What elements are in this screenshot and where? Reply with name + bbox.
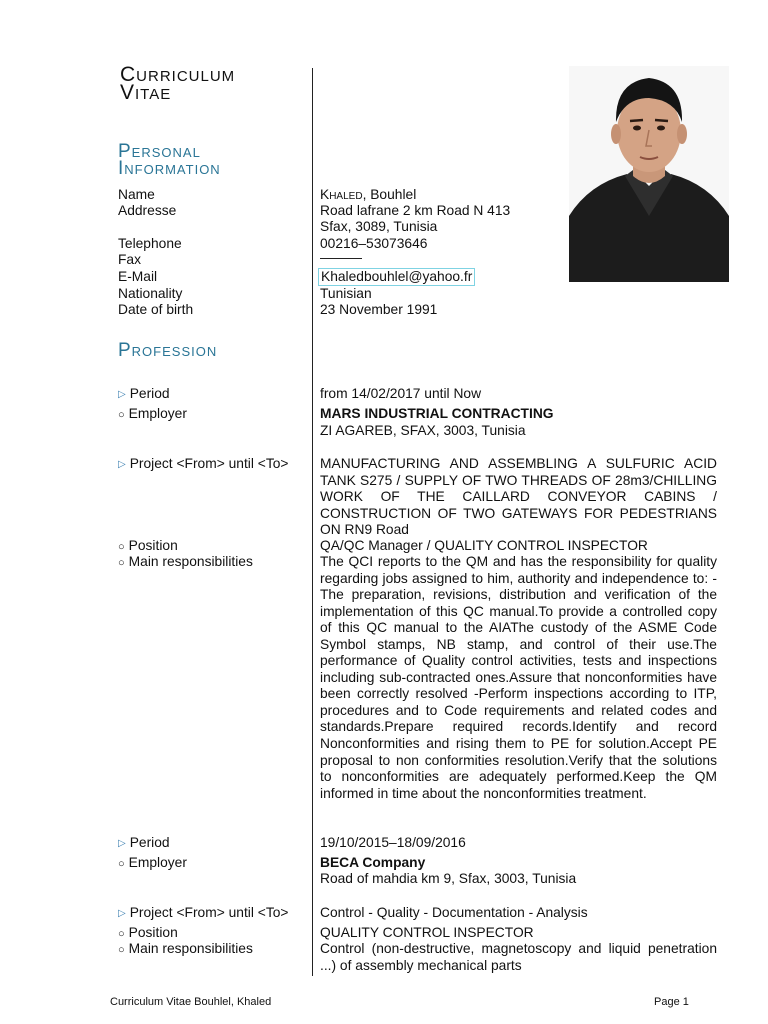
triangle-right-icon: ▷: [118, 389, 126, 400]
nationality-value: Tunisian: [320, 286, 372, 301]
job2-position: QUALITY CONTROL INSPECTOR: [320, 925, 534, 940]
circle-icon: ○: [118, 858, 125, 870]
job1-period: from 14/02/2017 until Now: [320, 386, 482, 401]
circle-icon: ○: [118, 541, 125, 553]
address-line2: Sfax, 3089, Tunisia: [320, 219, 438, 234]
job2-project: Control - Quality - Documentation - Analysis: [320, 905, 588, 920]
name-value: [320, 187, 416, 204]
circle-icon: ○: [118, 944, 125, 956]
profile-photo: [569, 66, 729, 282]
job2-employer-label: ○ Employer: [118, 855, 187, 870]
triangle-right-icon: ▷: [118, 838, 126, 849]
job1-employer-address: ZI AGAREB, SFAX, 3003, Tunisia: [320, 423, 526, 438]
cv-title-line1: Curriculum: [120, 63, 236, 86]
circle-icon: ○: [118, 928, 125, 940]
name-first: , Bouhlel: [362, 187, 417, 202]
job1-position: QA/QC Manager / QUALITY CONTROL INSPECTOR: [320, 538, 648, 553]
triangle-right-icon: ▷: [118, 908, 126, 919]
job2-position-label: ○ Position: [118, 925, 178, 940]
job1-employer-name: MARS INDUSTRIAL CONTRACTING: [320, 406, 554, 421]
telephone-label: Telephone: [118, 236, 182, 251]
job1-employer-label: ○ Employer: [118, 406, 187, 421]
dob-label: Date of birth: [118, 302, 194, 317]
circle-icon: ○: [118, 557, 125, 569]
job2-responsibilities-label: ○ Main responsibilities: [118, 941, 253, 956]
fax-label: Fax: [118, 252, 141, 267]
job1-responsibilities: The QCI reports to the QM and has the responsibility for quality regarding jobs assigned to him, authority and independence to: -The preparation, revisions, distribution and verification of the implementation of this QC manual.To provide a controlled copy of this QC manual to the AIAThe custody of the ASME Code Symbol stamps, NB stamp, and control of their use.The performance of Quality control activities, tests and inspections including sub-contracted ones.Assure that nonconformities have been correctly resolved -Perform inspections according to ITP, procedures and to Code requirements and related codes and standards.Prepare required records.Identify and record Nonconformities and rising them to PE for solution.Accept PE proposal to non conformities resolution.Verify that the solutions to nonconformities are adequately performed.Keep the QM informed in time about the nonconformities treatment.: [320, 554, 717, 801]
cv-title: [120, 63, 236, 104]
job2-responsibilities: Control (non-destructive, magnetoscopy and liquid penetration ...) of assembly mechanical parts: [320, 941, 717, 973]
job2-project-label: ▷ Project <From> until <To>: [118, 905, 289, 920]
job1-responsibilities-label: ○ Main responsibilities: [118, 554, 253, 569]
job1-position-label: ○ Position: [118, 538, 178, 553]
job2-period: 19/10/2015–18/09/2016: [320, 835, 466, 850]
footer-name: Curriculum Vitae Bouhlel, Khaled: [110, 996, 272, 1008]
job1-period-label: ▷ Period: [118, 386, 170, 401]
email-link[interactable]: Khaledbouhlel@yahoo.fr: [318, 268, 475, 286]
personal-info-heading: Personal Information: [118, 141, 221, 179]
job2-employer-address: Road of mahdia km 9, Sfax, 3003, Tunisia: [320, 871, 577, 886]
job1-project: MANUFACTURING AND ASSEMBLING A SULFURIC ACID TANK S275 / SUPPLY OF TWO THREADS OF 28m3/CHILLING WORK OF THE CAILLARD CONVEYOR CABINS / CONSTRUCTION OF TWO GATEWAYS FOR PEDESTRIANS ON RN9 Road: [320, 456, 717, 538]
profession-heading: Profession: [118, 340, 218, 361]
circle-icon: ○: [118, 409, 125, 421]
fax-empty-line: [320, 258, 362, 259]
dob-value: 23 November 1991: [320, 302, 438, 317]
page-number: Page 1: [654, 996, 689, 1008]
nationality-label: Nationality: [118, 286, 183, 301]
triangle-right-icon: ▷: [118, 459, 126, 470]
job1-project-label: ▷ Project <From> until <To>: [118, 456, 289, 471]
column-divider: [312, 68, 313, 976]
email-label: E-Mail: [118, 269, 158, 284]
job2-employer-name: BECA Company: [320, 855, 426, 870]
name-last: Khaled: [320, 187, 363, 202]
telephone-value: 00216–53073646: [320, 236, 428, 251]
address-line1: Road lafrane 2 km Road N 413: [320, 203, 511, 218]
job2-period-label: ▷ Period: [118, 835, 170, 850]
address-label: Addresse: [118, 203, 177, 218]
cv-title-line2: Vitae: [120, 81, 172, 104]
name-label: Name: [118, 187, 155, 202]
